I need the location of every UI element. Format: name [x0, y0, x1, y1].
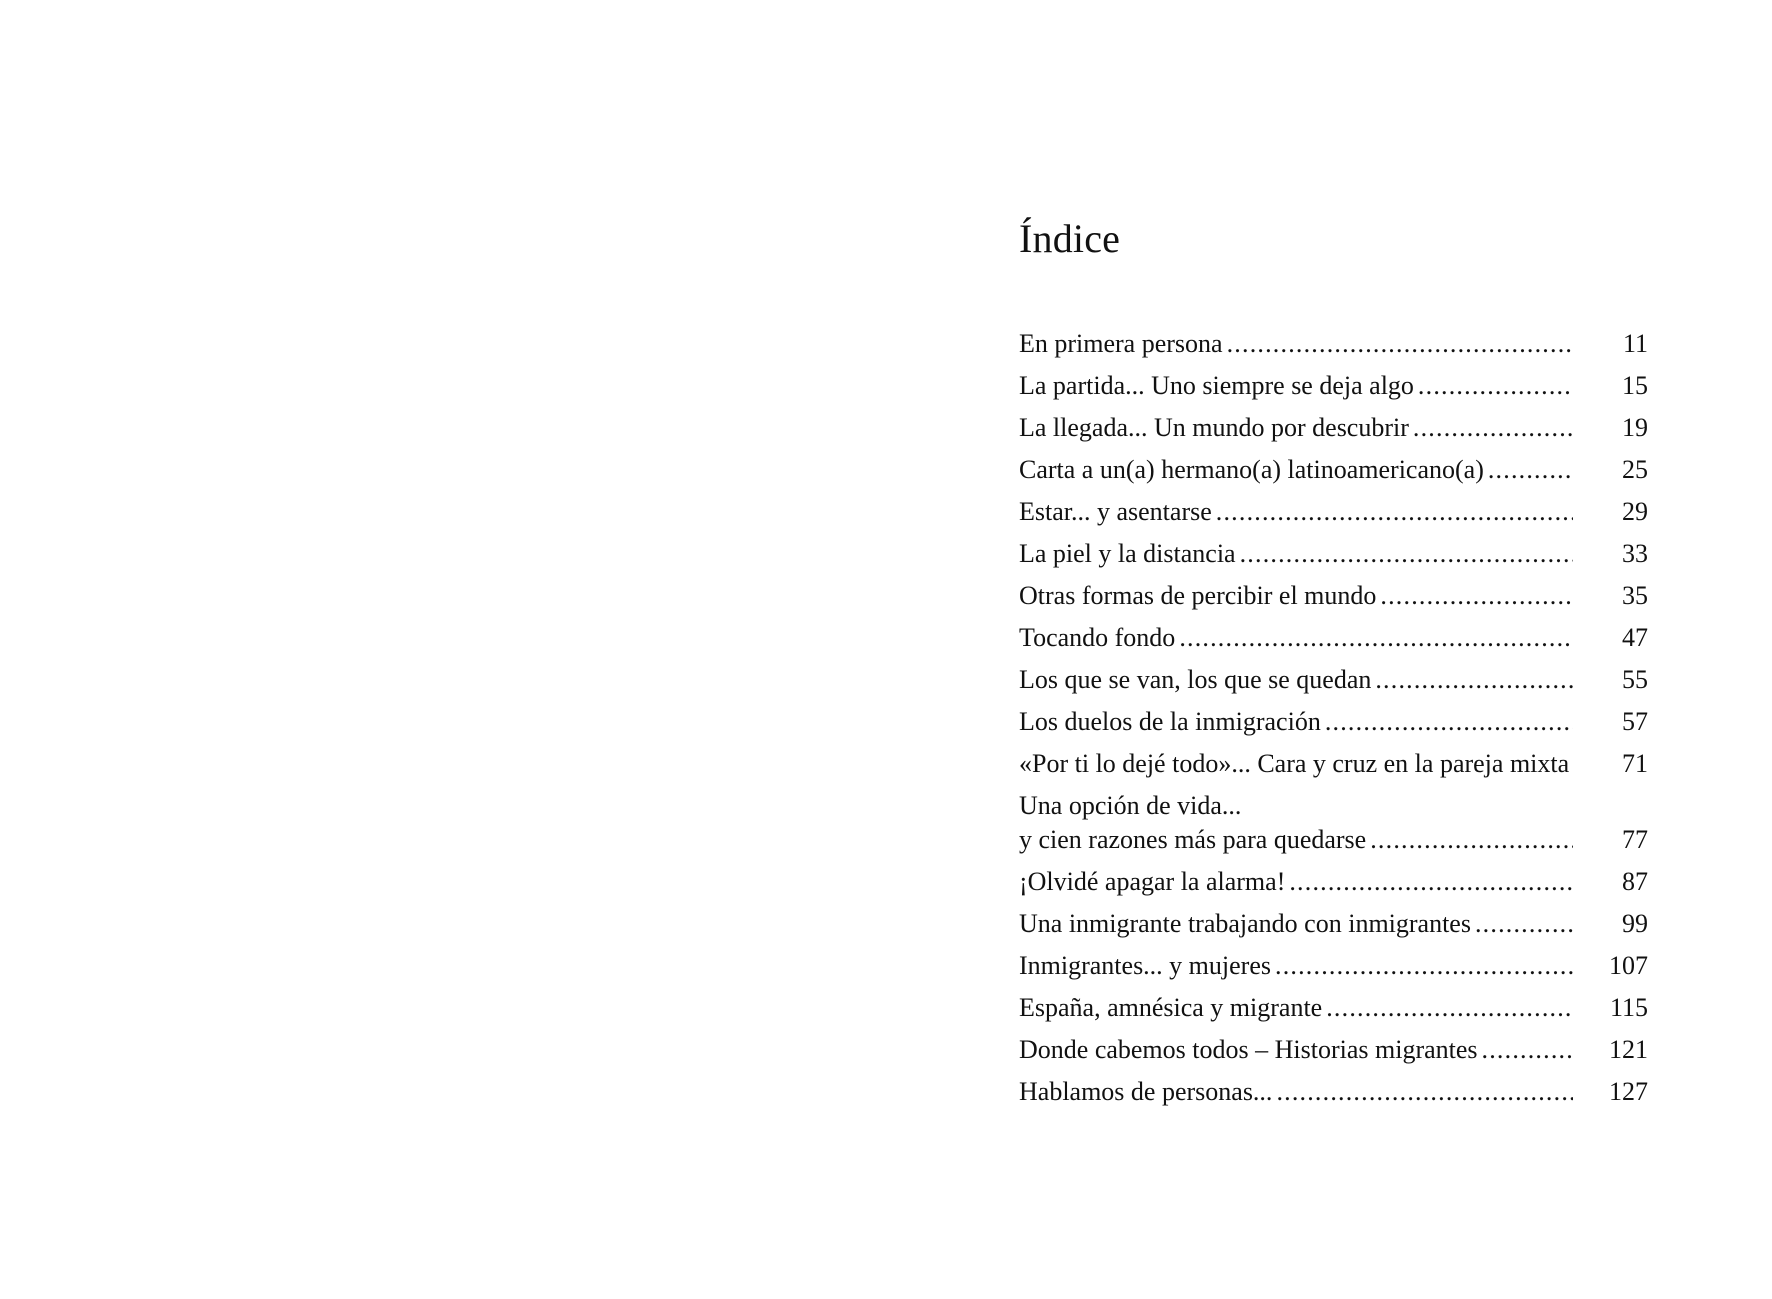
entry-title: [1019, 866, 1285, 898]
entry-main: [1019, 950, 1573, 982]
dot-leader: [1179, 622, 1573, 654]
page-number: 29: [1622, 497, 1648, 526]
page-number: 47: [1622, 623, 1648, 652]
entry-main: [1019, 622, 1573, 654]
entry-title: [1019, 1076, 1272, 1108]
entry-title: [1019, 908, 1471, 940]
dot-leader: [1227, 328, 1573, 360]
entry-title-text: Inmigrantes... y mujeres: [1019, 951, 1271, 980]
entry-title-text: Los que se van, los que se quedan: [1019, 665, 1372, 694]
toc-entry: [1019, 950, 1648, 992]
toc-entry: [1019, 866, 1648, 908]
entry-title: [1019, 370, 1414, 402]
table-of-contents: [1019, 328, 1648, 1118]
entry-title: [1019, 790, 1366, 856]
entry-main: [1019, 706, 1573, 738]
entry-title: [1019, 496, 1212, 528]
page-number: 35: [1622, 581, 1648, 610]
entry-main: [1019, 496, 1573, 528]
entry-main: [1019, 790, 1573, 856]
entry-title-line-1: Una opción de vida...: [1019, 791, 1242, 820]
page-number: 55: [1622, 665, 1648, 694]
entry-main: [1019, 908, 1573, 940]
entry-title: [1019, 622, 1175, 654]
entry-title-text: La llegada... Un mundo por descubrir: [1019, 413, 1409, 442]
entry-main: [1019, 580, 1573, 612]
dot-leader: [1326, 992, 1573, 1024]
page-number: 77: [1622, 825, 1648, 854]
toc-entry: [1019, 328, 1648, 370]
dot-leader: [1475, 908, 1573, 940]
entry-title-text: En primera persona: [1019, 329, 1223, 358]
entry-main: [1019, 664, 1573, 696]
dot-leader: [1276, 1076, 1573, 1108]
toc-entry: [1019, 706, 1648, 748]
dot-leader: [1325, 706, 1573, 738]
dot-leader: [1216, 496, 1573, 528]
right-page: [886, 0, 1772, 1299]
entry-main: [1019, 328, 1573, 360]
dot-leader: [1289, 866, 1573, 898]
dot-leader: [1488, 454, 1573, 486]
page-number: 25: [1622, 455, 1648, 484]
toc-entry: [1019, 412, 1648, 454]
page-number: 33: [1622, 539, 1648, 568]
dot-leader: [1413, 412, 1573, 444]
toc-entry: [1019, 1034, 1648, 1076]
page-number: 107: [1609, 951, 1648, 980]
entry-main: [1019, 992, 1573, 1024]
entry-title: [1019, 706, 1321, 738]
entry-title-text: Donde cabemos todos – Historias migrantes: [1019, 1035, 1478, 1064]
entry-title-text: «Por ti lo dejé todo»... Cara y cruz en la pareja mixta: [1019, 749, 1570, 778]
entry-title: [1019, 950, 1271, 982]
entry-title: [1019, 748, 1569, 780]
dot-leader: [1482, 1034, 1573, 1066]
entry-title-text: La partida... Uno siempre se deja algo: [1019, 371, 1414, 400]
entry-title-line-2: y cien razones más para quedarse: [1019, 825, 1367, 854]
entry-title-text: Hablamos de personas...: [1019, 1077, 1273, 1106]
entry-main: [1019, 866, 1573, 898]
entry-title: [1019, 538, 1236, 570]
toc-entry: [1019, 580, 1648, 622]
dot-leader: [1375, 664, 1573, 696]
entry-title: [1019, 454, 1484, 486]
entry-title: [1019, 328, 1223, 360]
entry-main: [1019, 538, 1573, 570]
page-number: 15: [1622, 371, 1648, 400]
entry-main: [1019, 454, 1573, 486]
dot-leader: [1275, 950, 1573, 982]
entry-main: [1019, 370, 1573, 402]
toc-entry: [1019, 748, 1648, 790]
entry-title: [1019, 412, 1409, 444]
toc-entry: [1019, 664, 1648, 706]
entry-title-text: Carta a un(a) hermano(a) latinoamericano(a): [1019, 455, 1484, 484]
toc-entry: [1019, 1076, 1648, 1118]
entry-title: [1019, 664, 1371, 696]
page-number: 19: [1622, 413, 1648, 442]
entry-title-text: La piel y la distancia: [1019, 539, 1236, 568]
page-number: 127: [1609, 1077, 1648, 1106]
toc-entry: [1019, 790, 1648, 866]
toc-entry: [1019, 538, 1648, 580]
dot-leader: [1418, 370, 1573, 402]
toc-entry: [1019, 992, 1648, 1034]
entry-title-text: España, amnésica y migrante: [1019, 993, 1323, 1022]
page-number: 71: [1622, 749, 1648, 778]
entry-main: [1019, 748, 1573, 780]
toc-entry: [1019, 908, 1648, 950]
entry-main: [1019, 1076, 1573, 1108]
entry-title-text: Otras formas de percibir el mundo: [1019, 581, 1377, 610]
entry-title-text: Una inmigrante trabajando con inmigrantes: [1019, 909, 1471, 938]
page-number: 121: [1609, 1035, 1648, 1064]
dot-leader: [1370, 824, 1573, 856]
entry-title: [1019, 992, 1322, 1024]
entry-title: [1019, 1034, 1478, 1066]
page-number: 87: [1622, 867, 1648, 896]
page-number: 57: [1622, 707, 1648, 736]
page-number: 115: [1609, 993, 1648, 1022]
entry-title: [1019, 580, 1376, 612]
entry-main: [1019, 412, 1573, 444]
entry-title-text: ¡Olvidé apagar la alarma!: [1019, 867, 1286, 896]
entry-title-text: Los duelos de la inmigración: [1019, 707, 1321, 736]
toc-entry: [1019, 370, 1648, 412]
toc-entry: [1019, 454, 1648, 496]
page-number: 11: [1622, 329, 1648, 358]
entry-title-text: Tocando fondo: [1019, 623, 1176, 652]
dot-leader: [1380, 580, 1573, 612]
page-number: 99: [1622, 909, 1648, 938]
toc-entry: [1019, 496, 1648, 538]
entry-title-text: Estar... y asentarse: [1019, 497, 1212, 526]
dot-leader: [1240, 538, 1573, 570]
toc-entry: [1019, 622, 1648, 664]
entry-main: [1019, 1034, 1573, 1066]
page-title: Índice: [1019, 216, 1121, 261]
